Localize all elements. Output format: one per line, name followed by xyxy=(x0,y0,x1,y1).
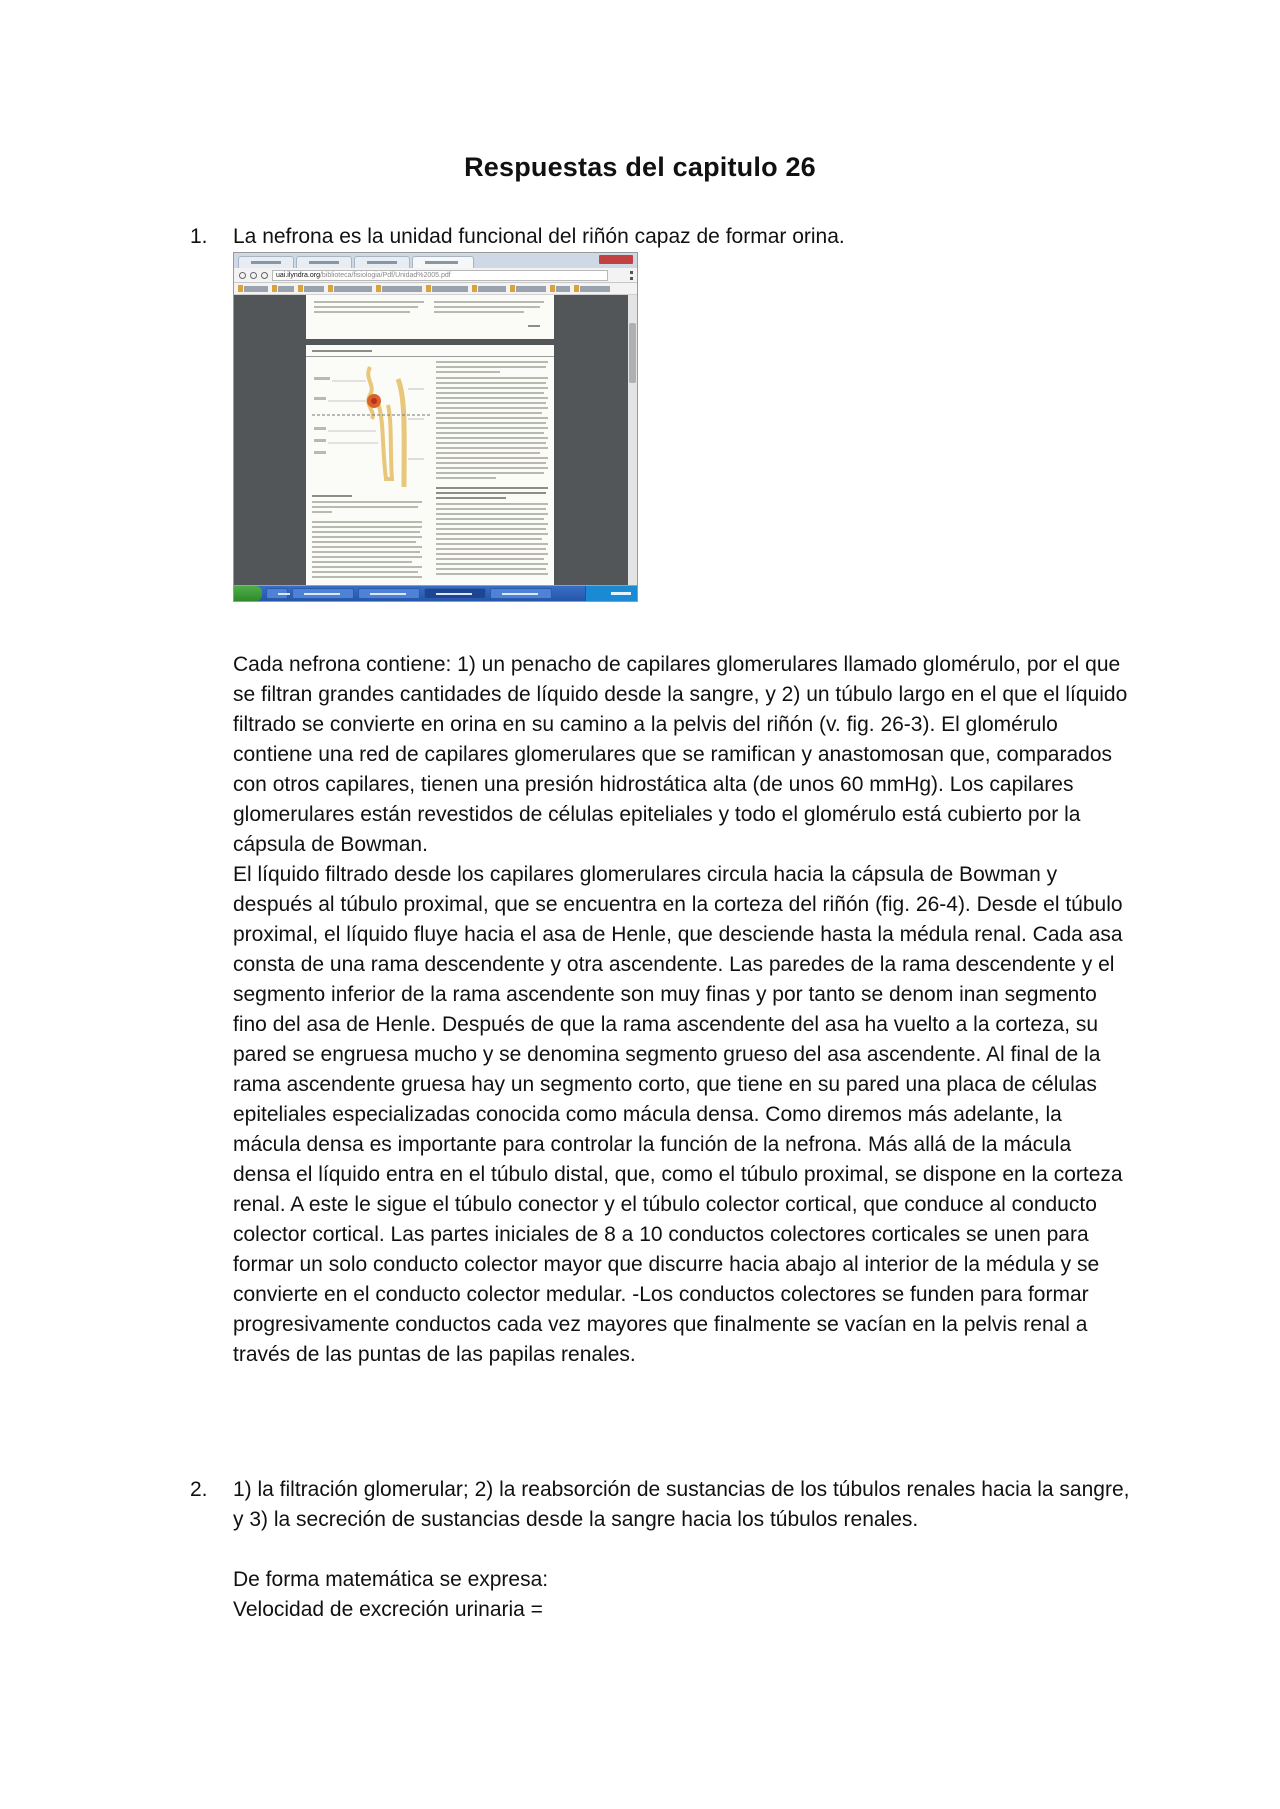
page-title: Respuestas del capitulo 26 xyxy=(464,152,816,182)
answer-1-intro: La nefrona es la unidad funcional del riñón capaz de formar orina. xyxy=(233,225,845,248)
answer-2-number: 2. xyxy=(190,1478,208,1501)
system-tray xyxy=(585,586,637,601)
nephron-figure xyxy=(312,359,430,491)
forward-icon xyxy=(250,272,257,279)
answer-2-paragraph: De forma matemática se expresa: xyxy=(233,1568,549,1591)
browser-tab xyxy=(238,256,294,268)
back-icon xyxy=(239,272,246,279)
browser-tab xyxy=(296,256,352,268)
menu-icon xyxy=(630,271,633,280)
pdf-page-previous xyxy=(306,295,554,339)
pdf-scrollbar-thumb xyxy=(629,323,636,383)
reload-icon xyxy=(261,272,268,279)
start-button xyxy=(234,586,262,601)
browser-tab-active xyxy=(412,256,474,268)
pdf-page-current xyxy=(306,345,554,585)
embedded-browser-screenshot xyxy=(233,252,638,602)
window-controls-icon xyxy=(599,255,633,264)
answer-2-paragraph: 1) la filtración glomerular; 2) la reabsorción de sustancias de los túbulos renales hacia la sangre, y 3) la secreción de sustancias desde la sangre hacia los túbulos renales. xyxy=(233,1478,1130,1531)
answer-1-paragraph: El líquido filtrado desde los capilares glomerulares circula hacia la cápsula de Bowman y después al túbulo proximal, que se encuentra en la corteza del riñón (fig. 26-4). Desde el túbulo proximal, el líquido fluye hacia el asa de Henle, que desciende hasta la médula renal. Cada asa consta de una rama descendente y otra ascendente. Las paredes de la rama descendente y el segmento inferior de la rama ascendente son muy finas y por tanto se denom inan segmento fino del asa de Henle. Después de que la rama ascendente del asa ha vuelto a la corteza, su pared se engruesa mucho y se denomina segmento grueso del asa ascendente. Al final de la rama ascendente gruesa hay un segmento corto, que tiene en su pared una placa de células epiteliales especializadas conocida como mácula densa. Como diremos más adelante, la mácula densa es importante para controlar la función de la nefrona. Más allá de la mácula densa el líquido entra en el túbulo distal, que, como el túbulo proximal, se dispone en la corteza renal. A este le sigue el túbulo conector y el túbulo colector cortical, que conduce al conducto colector cortical. Las partes iniciales de 8 a 10 conductos colectores corticales se unen para formar un solo conducto colector mayor que discurre hacia abajo al interior de la médula y se convierte en el conducto colector medular. -Los conductos colectores se funden para formar progresivamente conductos cada vez mayores que finalmente se vacían en la pelvis renal a través de las puntas de las papilas renales. xyxy=(233,863,1123,1366)
answer-1-number: 1. xyxy=(190,225,208,248)
browser-tab xyxy=(354,256,410,268)
answer-2-paragraph: Velocidad de excreción urinaria = xyxy=(233,1598,543,1621)
bookmarks-bar xyxy=(234,283,637,295)
address-bar: uai.ilyndra.org/biblioteca/fisiologia/Pdf/Unidad%2005.pdf xyxy=(272,270,608,281)
browser-toolbar xyxy=(234,268,637,283)
answer-1-paragraph: Cada nefrona contiene: 1) un penacho de capilares glomerulares llamado glomérulo, por el que se filtran grandes cantidades de líquido desde la sangre, y 2) un túbulo largo en el que el líquido filtrado se convierte en orina en su camino a la pelvis del riñón (v. fig. 26-3). El glomérulo contiene una red de capilares glomerulares que se ramifican y anastomosan que, comparados con otros capilares, tienen una presión hidrostática alta (de unos 60 mmHg). Los capilares glomerulares están revestidos de células epiteliales y todo el glomérulo está cubierto por la cápsula de Bowman. xyxy=(233,653,1128,856)
browser-tab-bar xyxy=(234,253,637,268)
os-taskbar xyxy=(234,585,637,601)
